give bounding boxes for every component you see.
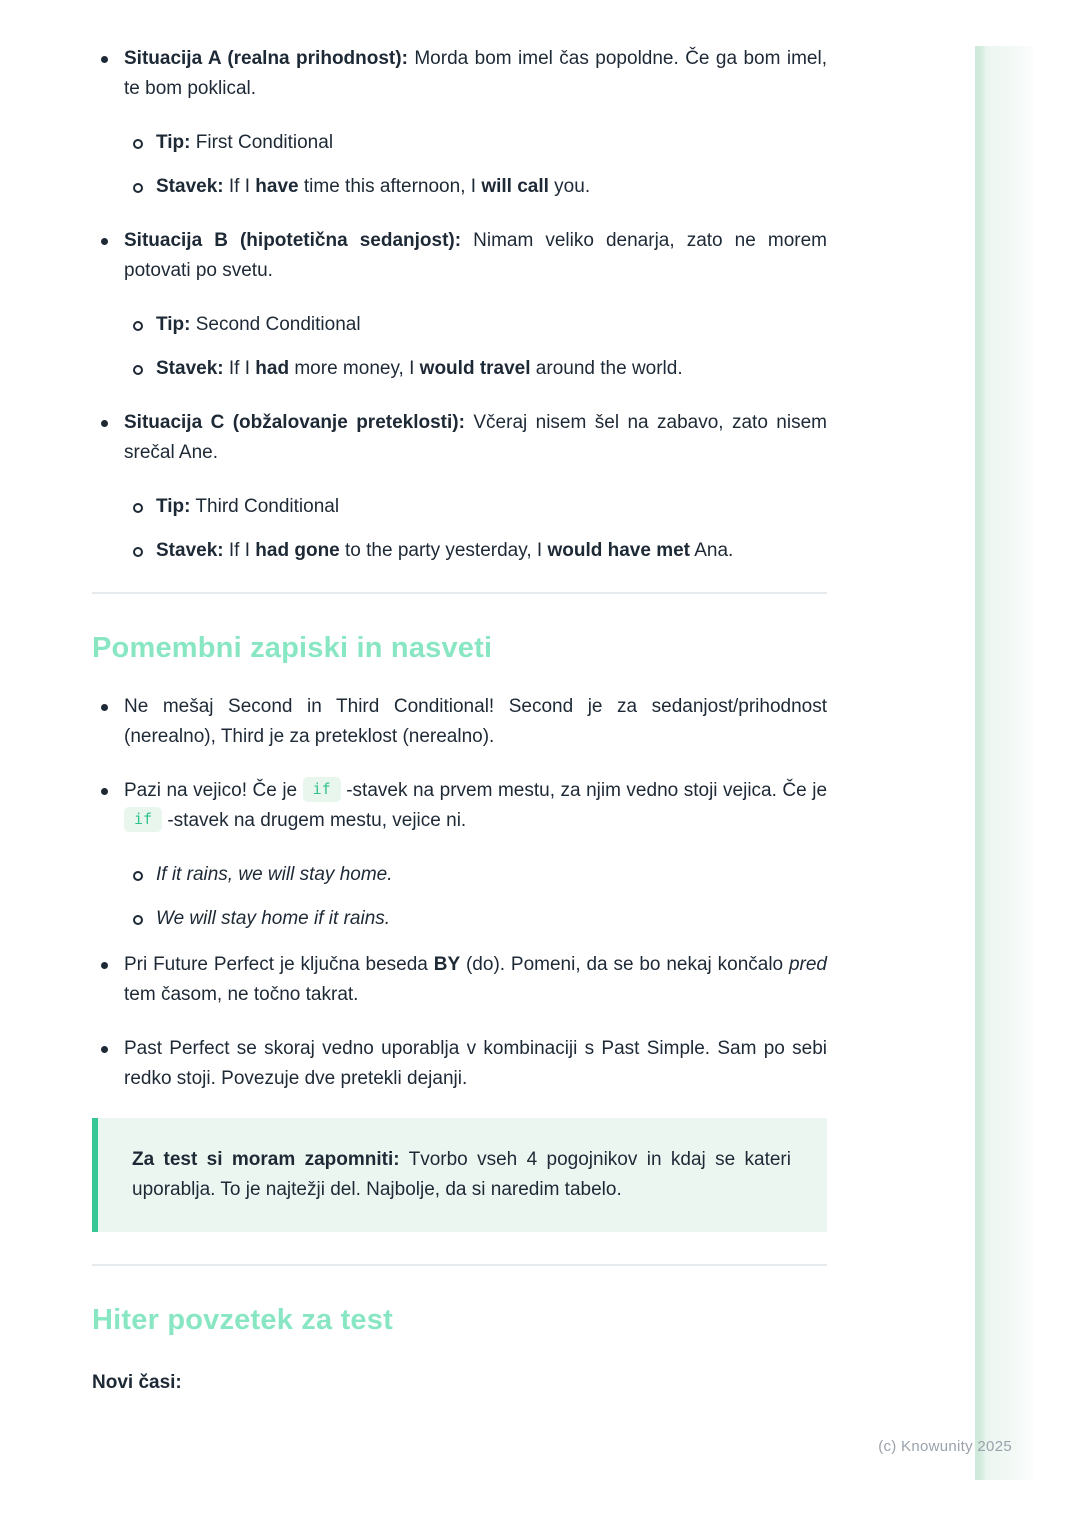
note-text: Past Perfect se skoraj vedno uporablja v kombinaciji s Past Simple. Sam po sebi redko stoji. Povezuje dve pretekli dejanji.	[92, 1034, 827, 1094]
summary-subheading: Novi časi:	[92, 1372, 182, 1393]
example-sentence: If it rains, we will stay home.	[92, 860, 827, 890]
note-segment: Pazi na vejico! Če je	[124, 780, 303, 801]
situation-c-item	[92, 408, 827, 566]
callout-body: Tvorbo vseh 4 pogojnikov in kdaj se kateri uporablja. To je najtežji del. Najbolje, da si naredim tabelo.	[132, 1149, 791, 1200]
if-code-chip: if	[124, 807, 162, 832]
situation-a-body: Morda bom imel čas popoldne. Če ga bom imel, te bom poklical.	[124, 48, 827, 99]
tip-text	[92, 492, 827, 522]
situation-c-body: Včeraj nisem šel na zabavo, zato nisem srečal Ane.	[124, 412, 827, 463]
if-code-chip: if	[303, 777, 341, 802]
tip-label: Tip:	[156, 132, 191, 153]
page-edge-gradient-bar	[975, 46, 1033, 1480]
note-text: Ne mešaj Second in Third Conditional! Second je za sedanjost/prihodnost (nerealno), Third je za preteklost (nerealno).	[92, 692, 827, 752]
stavek-item	[92, 354, 827, 384]
note-text	[92, 950, 827, 1010]
tip-value: First Conditional	[190, 132, 334, 153]
section-divider	[92, 1264, 827, 1266]
tip-item	[92, 310, 827, 340]
situation-b-label: Situacija B (hipotetična sedanjost):	[124, 230, 462, 251]
note-italic: pred	[788, 954, 827, 975]
note-segment: -stavek na prvem mestu, za njim vedno stoji vejica. Če je	[340, 780, 828, 801]
stavek-text	[92, 172, 827, 202]
example-item	[92, 904, 827, 934]
example-sentence: We will stay home if it rains.	[92, 904, 827, 934]
tip-text	[92, 310, 827, 340]
stavek-segment: more money, I	[289, 358, 420, 379]
stavek-bold: had gone	[255, 540, 340, 561]
stavek-segment: you.	[548, 176, 591, 197]
stavek-segment: to the party yesterday, I	[339, 540, 548, 561]
note-item-conditionals	[92, 692, 827, 752]
situation-a-label: Situacija A (realna prihodnost):	[124, 48, 408, 69]
example-item	[92, 860, 827, 890]
comma-examples-list	[92, 860, 827, 934]
notes-page-content	[92, 44, 827, 1398]
stavek-item	[92, 172, 827, 202]
tip-value: Second Conditional	[190, 314, 361, 335]
note-bold: BY	[433, 954, 461, 975]
situation-b-body: Nimam veliko denarja, zato ne morem potovati po svetu.	[124, 230, 827, 281]
stavek-bold: had	[255, 358, 290, 379]
stavek-label: Stavek:	[156, 358, 224, 379]
situation-c-sublist	[92, 492, 827, 566]
stavek-item	[92, 536, 827, 566]
stavek-bold: would travel	[419, 358, 531, 379]
situation-b-text	[92, 226, 827, 286]
situations-list	[92, 44, 827, 566]
section-heading-summary: Hiter povzetek za test	[92, 1304, 393, 1336]
stavek-segment: If I	[223, 540, 256, 561]
callout-label: Za test si moram zapomniti:	[132, 1149, 400, 1170]
situation-c-text	[92, 408, 827, 468]
tip-label: Tip:	[156, 314, 191, 335]
tip-item	[92, 492, 827, 522]
stavek-text	[92, 536, 827, 566]
stavek-label: Stavek:	[156, 176, 224, 197]
note-item-comma	[92, 776, 827, 934]
situation-c-label: Situacija C (obžalovanje preteklosti):	[124, 412, 465, 433]
stavek-bold: have	[255, 176, 299, 197]
situation-a-text	[92, 44, 827, 104]
note-item-future-perfect	[92, 950, 827, 1010]
situation-a-item	[92, 44, 827, 202]
copyright-footer: (c) Knowunity 2025	[878, 1438, 1012, 1455]
note-segment: Pri Future Perfect je ključna beseda	[124, 954, 434, 975]
stavek-segment: around the world.	[530, 358, 683, 379]
tip-value: Third Conditional	[190, 496, 340, 517]
note-item-past-perfect	[92, 1034, 827, 1094]
situation-b-sublist	[92, 310, 827, 384]
tip-text	[92, 128, 827, 158]
note-segment: tem časom, ne točno takrat.	[124, 984, 359, 1005]
test-reminder-callout	[92, 1118, 827, 1232]
tip-item	[92, 128, 827, 158]
notes-list	[92, 692, 827, 1094]
tip-label: Tip:	[156, 496, 191, 517]
stavek-segment: If I	[223, 358, 256, 379]
stavek-segment: If I	[223, 176, 256, 197]
stavek-text	[92, 354, 827, 384]
situation-b-item	[92, 226, 827, 384]
situation-a-sublist	[92, 128, 827, 202]
section-heading-notes: Pomembni zapiski in nasveti	[92, 632, 493, 664]
note-segment: (do). Pomeni, da se bo nekaj končalo	[460, 954, 789, 975]
note-segment: -stavek na drugem mestu, vejice ni.	[162, 810, 467, 831]
stavek-segment: time this afternoon, I	[298, 176, 482, 197]
stavek-bold: would have met	[547, 540, 690, 561]
stavek-segment: Ana.	[689, 540, 734, 561]
note-text	[92, 776, 827, 836]
section-divider	[92, 592, 827, 594]
callout-text	[132, 1145, 791, 1205]
stavek-label: Stavek:	[156, 540, 224, 561]
stavek-bold: will call	[481, 176, 549, 197]
